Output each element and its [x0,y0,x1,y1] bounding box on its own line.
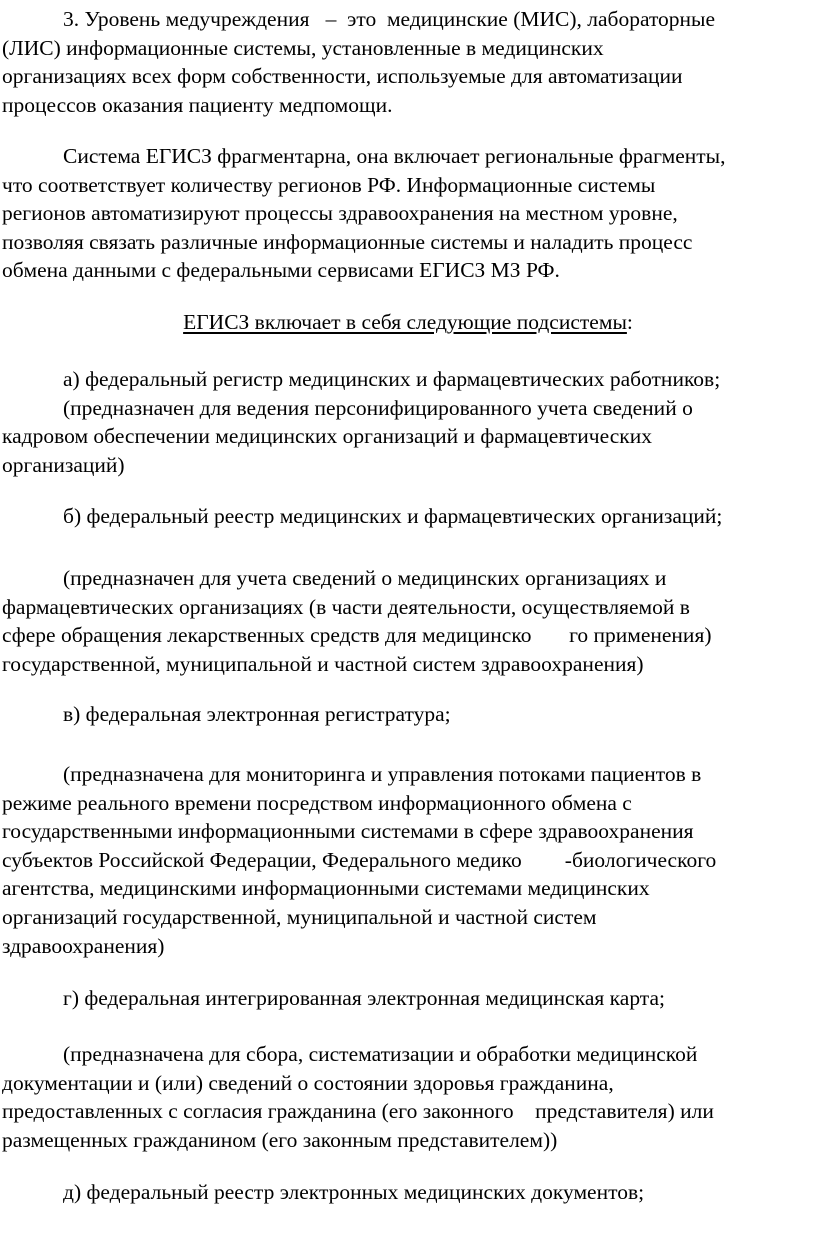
item-title: д) федеральный реестр электронных медицинских документов; [63,1180,645,1204]
paragraph-med-level [2,5,814,119]
list-item-v [2,700,814,729]
text-line: режиме реального времени посредством информационного обмена с [2,790,632,815]
text-line: процессов оказания пациенту медпомощи. [2,92,393,117]
text-line: 3. Уровень медучреждения – это медицинские (МИС), лабораторные [63,7,716,31]
list-item-g-description [2,1040,814,1154]
text-line: фармацевтических организациях (в части деятельности, осуществляемой в [2,594,690,619]
list-item-v-description [2,760,814,960]
text-line: организациях всех форм собственности, используемые для автоматизации [2,64,683,89]
text-line: предоставленных с согласия гражданина (его законного представителя) или [2,1099,714,1124]
text-line: Система ЕГИСЗ фрагментарна, она включает региональные фрагменты, [63,144,726,168]
text-line: кадровом обеспечении медицинских организаций и фармацевтических [2,424,652,449]
text-line: размещенных гражданином (его законным представителем)) [2,1127,558,1152]
item-title: в) федеральная электронная регистратура; [63,702,451,726]
section-heading [0,308,816,337]
text-line: (предназначена для мониторинга и управления потоками пациентов в [63,762,702,786]
item-title: а) федеральный регистр медицинских и фармацевтических работников; [63,367,721,391]
list-item-a [2,365,814,479]
text-line: сфере обращения лекарственных средств для медицинско го применения) [2,623,712,648]
text-line: агентства, медицинскими информационными системами медицинских [2,876,650,901]
list-item-g [2,984,814,1013]
heading-text: ЕГИСЗ включает в себя следующие подсистемы [183,310,627,334]
text-line: организаций государственной, муниципальной и частной систем [2,904,597,929]
heading-colon: : [626,310,633,334]
text-line: здравоохранения) [2,933,165,958]
text-line: (ЛИС) информационные системы, установленные в медицинских [2,35,604,60]
text-line: (предназначена для сбора, систематизации и обработки медицинской [63,1042,698,1066]
list-item-d [2,1178,814,1207]
list-item-b-description [2,564,814,678]
text-line: государственными информационными системами в сфере здравоохранения [2,819,694,844]
text-line: позволяя связать различные информационные системы и наладить процесс [2,229,693,254]
text-line: что соответствует количеству регионов РФ. Информационные системы [2,172,656,197]
text-line: организаций) [2,452,125,477]
list-item-b [2,502,814,531]
text-line: регионов автоматизируют процессы здравоохранения на местном уровне, [2,201,678,226]
text-line: (предназначен для ведения персонифицированного учета сведений о [63,395,693,420]
item-title: б) федеральный реестр медицинских и фармацевтических организаций; [63,504,723,528]
text-line: субъектов Российской Федерации, Федерального медико -биологического [2,847,717,872]
item-title: г) федеральная интегрированная электронная медицинская карта; [63,986,665,1010]
text-line: обмена данными с федеральными сервисами ЕГИСЗ МЗ РФ. [2,258,560,283]
text-line: государственной, муниципальной и частной систем здравоохранения) [2,651,644,676]
paragraph-egisz-fragments [2,142,814,285]
text-line: (предназначен для учета сведений о медицинских организациях и [63,566,667,590]
text-line: документации и (или) сведений о состоянии здоровья гражданина, [2,1070,614,1095]
